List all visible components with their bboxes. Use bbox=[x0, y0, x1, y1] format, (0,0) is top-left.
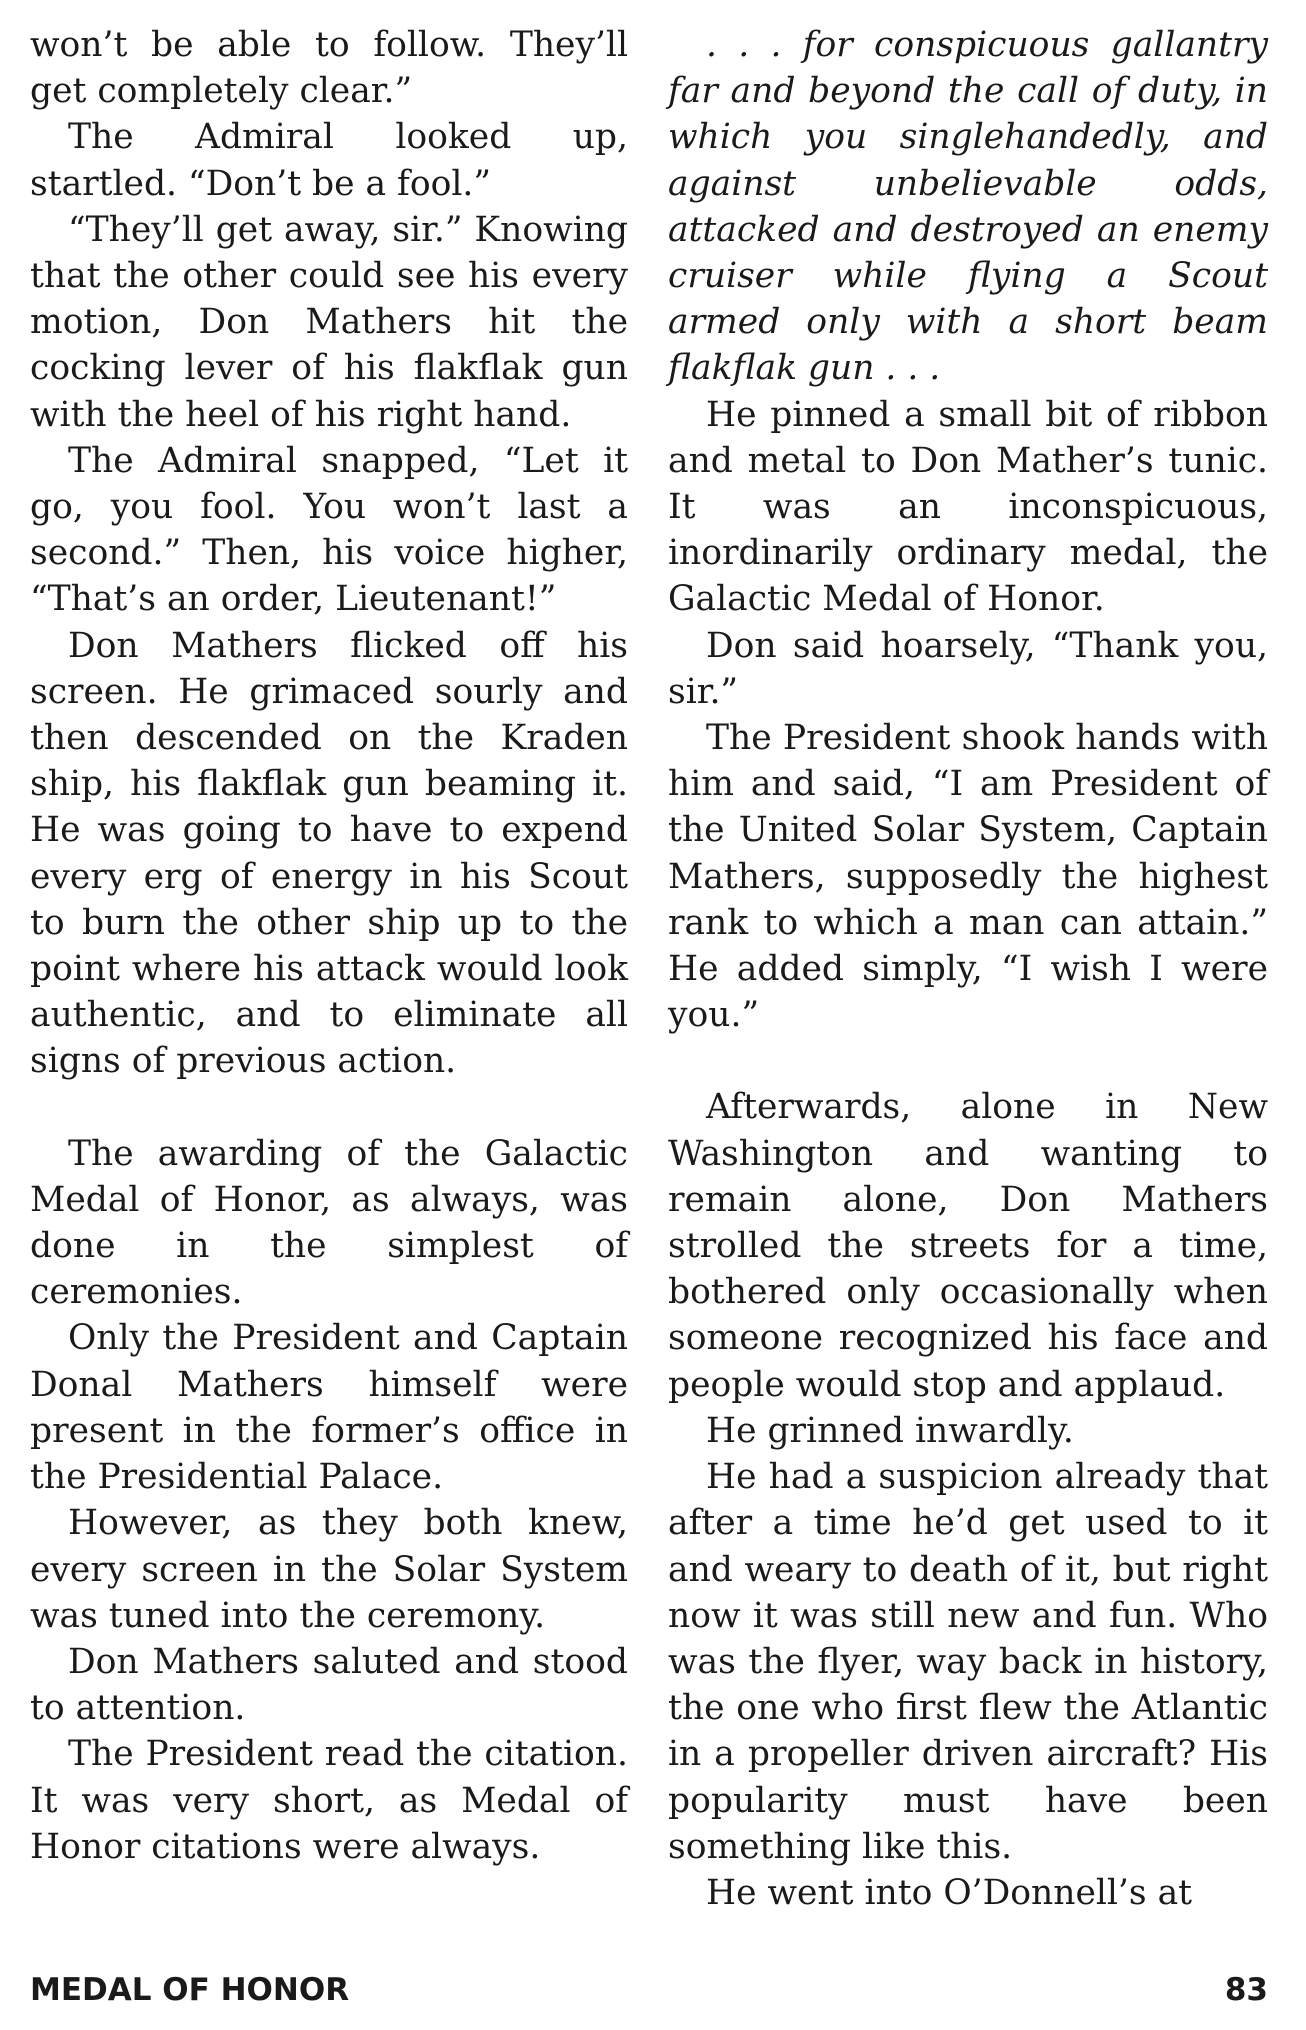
paragraph: However, as they both knew, every screen in the Solar System was tuned into the ceremony. bbox=[30, 1503, 628, 1636]
paragraph: The Admiral snapped, “Let it go, you fool. You won’t last a second.” Then, his voice higher, “That’s an order, Lieutenant!” bbox=[30, 440, 628, 620]
paragraph: The Admiral looked up, startled. “Don’t be a fool.” bbox=[30, 117, 628, 204]
page-number: 83 bbox=[1224, 1972, 1268, 2008]
paragraph: Afterwards, alone in New Washington and wanting to remain alone, Don Mathers strolled the streets for a time, bothered only occasionally when someone recognized his face and people would stop and applaud. bbox=[668, 1087, 1268, 1405]
citation-text: . . . for conspicuous gallantry far and beyond the call of duty, in which you singlehandedly, and against unbelievable odds, attacked and destroyed an enemy cruiser while flying a Scout armed only with a short beam flakflak gun . . . bbox=[668, 25, 1268, 389]
paragraph: He pinned a small bit of ribbon and metal to Don Mather’s tunic. It was an inconspicuous, inordinarily ordinary medal, the Galactic Medal of Honor. bbox=[668, 394, 1268, 620]
left-column bbox=[30, 22, 628, 1870]
running-title: MEDAL OF HONOR bbox=[30, 1972, 350, 2008]
page-footer bbox=[30, 1968, 1268, 2012]
paragraph: Only the President and Captain Donal Mathers himself were present in the former’s office in the Presidential Palace. bbox=[30, 1318, 628, 1498]
paragraph: won’t be able to follow. They’ll get completely clear.” bbox=[30, 25, 628, 112]
paragraph: Don said hoarsely, “Thank you, sir.” bbox=[668, 625, 1268, 712]
paragraph: “They’ll get away, sir.” Knowing that the other could see his every motion, Don Mathers hit the cocking lever of his flakflak gun with the heel of his right hand. bbox=[30, 209, 628, 435]
paragraph: He went into O’Donnell’s at bbox=[706, 1872, 1192, 1913]
right-column bbox=[668, 22, 1268, 1916]
paragraph: He grinned inwardly. bbox=[706, 1410, 1074, 1451]
paragraph: Don Mathers flicked off his screen. He grimaced sourly and then descended on the Kraden ship, his flakflak gun beaming it. He was going to have to expend every erg of energy in his Scout to burn the other ship up to the point where his attack would look authentic, and to eliminate all signs of previous action. bbox=[30, 625, 628, 1082]
paragraph: The President read the citation. It was very short, as Medal of Honor citations were always. bbox=[30, 1734, 628, 1867]
paragraph: The President shook hands with him and said, “I am President of the United Solar System, Captain Mathers, supposedly the highest rank to which a man can attain.” He added simply, “I wish I were you.” bbox=[668, 718, 1268, 1036]
paragraph: The awarding of the Galactic Medal of Honor, as always, was done in the simplest of ceremonies. bbox=[30, 1133, 628, 1313]
paragraph: He had a suspicion already that after a time he’d get used to it and weary to death of it, but right now it was still new and fun. Who was the flyer, way back in history, the one who first flew the Atlantic in a propeller driven aircraft? His popularity must have been something like this. bbox=[668, 1457, 1268, 1867]
paragraph: Don Mathers saluted and stood to attention. bbox=[30, 1641, 628, 1729]
